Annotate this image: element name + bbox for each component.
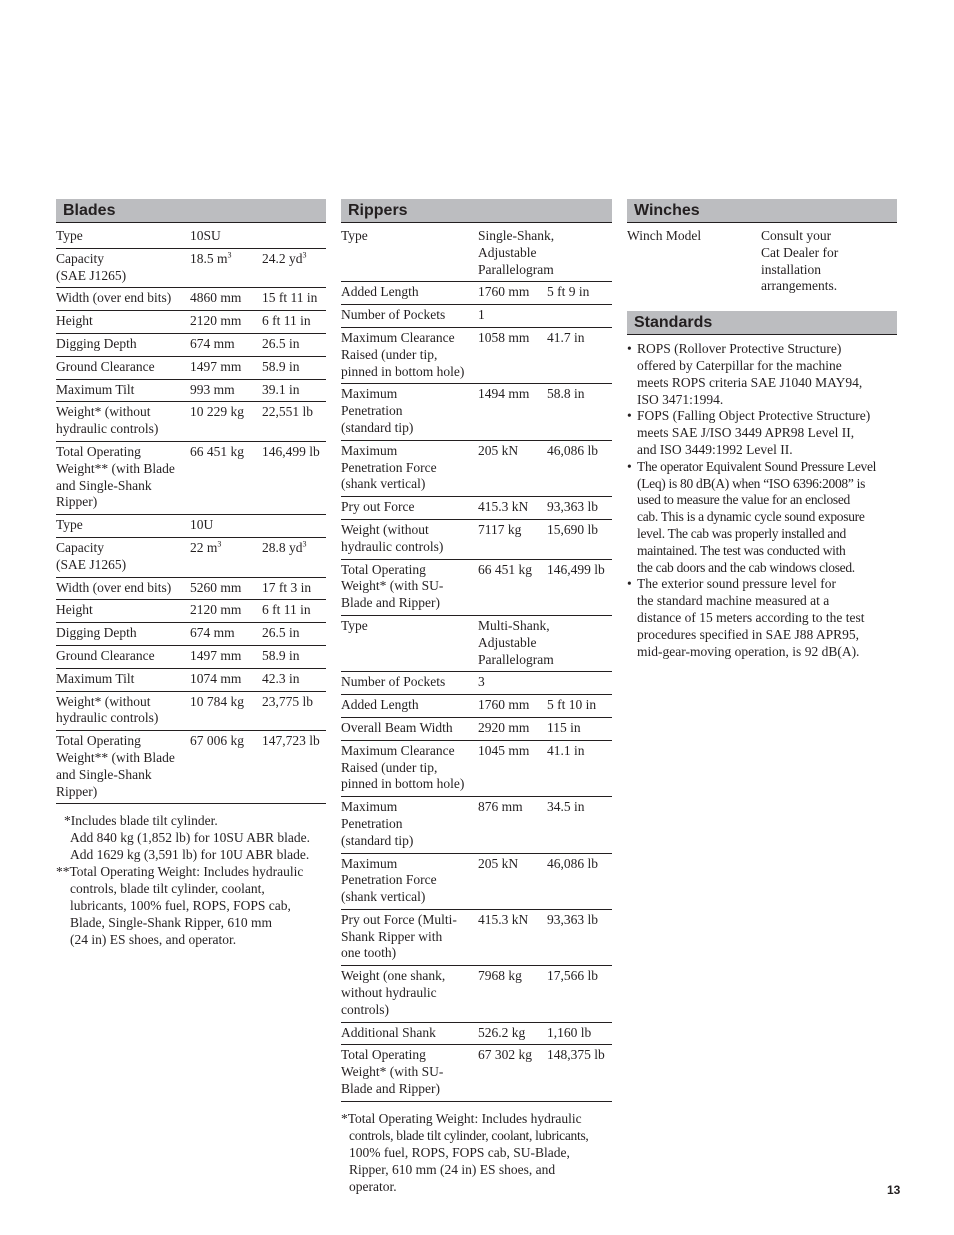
blades-row-metric xyxy=(190,668,262,691)
bullet-icon: • xyxy=(627,576,632,592)
winches-standards-column xyxy=(627,199,897,660)
rippers-imperial-value: 148,375 lb xyxy=(547,1047,605,1063)
rippers-row-metric xyxy=(478,497,547,520)
rippers-row-metric xyxy=(478,853,547,909)
winch-model-row xyxy=(627,226,897,298)
rippers-row-imperial xyxy=(547,909,612,965)
rippers-row-metric xyxy=(478,305,547,328)
blades-metric-value: 10 784 kg xyxy=(190,693,244,709)
blades-row-label: Width (over end bits) xyxy=(56,288,190,311)
winch-model-label: Winch Model xyxy=(627,228,702,243)
footnote-total-weight-line: controls, blade tilt cylinder, coolant, xyxy=(70,881,265,897)
rippers-row-metric xyxy=(478,226,612,282)
blades-metric-value: 5260 mm xyxy=(190,579,242,595)
rippers-row-metric xyxy=(478,519,547,559)
rippers-row-metric xyxy=(478,909,547,965)
rippers-row xyxy=(341,797,612,853)
blades-row-imperial xyxy=(262,623,326,646)
standards-item xyxy=(627,408,897,458)
rippers-table xyxy=(341,226,612,1102)
rippers-row xyxy=(341,695,612,718)
rippers-row-label: Maximum Penetration (standard tip) xyxy=(341,797,478,853)
rippers-row-metric xyxy=(478,797,547,853)
blades-metric-value: 67 006 kg xyxy=(190,733,244,749)
blades-row-label: Height xyxy=(56,600,190,623)
rippers-row-metric xyxy=(478,740,547,796)
blades-row-metric xyxy=(190,600,262,623)
rippers-imperial-value: 5 ft 10 in xyxy=(547,697,597,713)
blades-imperial-value: 6 ft 11 in xyxy=(262,602,311,618)
rippers-row-imperial xyxy=(547,305,612,328)
blades-imperial-value: 39.1 in xyxy=(262,381,300,397)
blades-imperial-value: 26.5 in xyxy=(262,625,300,641)
bullet-icon: • xyxy=(627,458,632,474)
rippers-row xyxy=(341,519,612,559)
rippers-metric-value: 7968 kg xyxy=(478,968,522,984)
blades-row-metric xyxy=(190,691,262,731)
rippers-row-metric xyxy=(478,1045,547,1101)
rippers-row-label: Number of Pockets xyxy=(341,305,478,328)
rippers-row-metric xyxy=(478,327,547,383)
footnote-total-weight: **Total Operating Weight: Includes hydraulic xyxy=(56,864,304,880)
blades-metric-value: 674 mm xyxy=(190,335,235,351)
rippers-row-label: Number of Pockets xyxy=(341,672,478,695)
rippers-row-label: Pry out Force (Multi- Shank Ripper with one tooth) xyxy=(341,909,478,965)
blades-metric-value: 674 mm xyxy=(190,625,235,641)
blades-row-metric xyxy=(190,379,262,402)
blades-row-imperial xyxy=(262,356,326,379)
rippers-row-metric xyxy=(478,695,547,718)
rippers-row-metric xyxy=(478,440,547,496)
blades-imperial-value: 146,499 lb xyxy=(262,443,320,459)
rippers-metric-value: 1760 mm xyxy=(478,697,530,713)
blades-row xyxy=(56,668,326,691)
rippers-metric-value: 66 451 kg xyxy=(478,561,532,577)
rippers-imperial-value: 46,086 lb xyxy=(547,442,599,458)
blades-row-label: Digging Depth xyxy=(56,623,190,646)
blades-footnotes xyxy=(56,812,326,948)
blades-row-imperial xyxy=(262,668,326,691)
rippers-row-label: Maximum Penetration (standard tip) xyxy=(341,384,478,440)
rippers-row-label: Total Operating Weight* (with SU- Blade and Ripper) xyxy=(341,559,478,615)
blades-metric-value: 1497 mm xyxy=(190,647,242,663)
standards-item-text: The operator Equivalent Sound Pressure Level (Leq) is 80 dB(A) when “ISO 6396:2008” is used to measure the value for an enclosed cab. This is a dynamic cycle sound exposure level. The cab was properly installed and maintained. The test was conducted with the cab doors and the cab windows closed. xyxy=(637,458,877,575)
blades-row xyxy=(56,515,326,538)
blades-metric-value: 993 mm xyxy=(190,381,235,397)
rippers-row xyxy=(341,615,612,671)
rippers-row-label: Type xyxy=(341,226,478,282)
rippers-row-metric xyxy=(478,717,547,740)
blades-row-metric xyxy=(190,645,262,668)
blades-row-imperial xyxy=(262,515,326,538)
blades-row-metric xyxy=(190,226,262,248)
blades-row-metric xyxy=(190,515,262,538)
blades-row xyxy=(56,356,326,379)
blades-row-label: Type xyxy=(56,226,190,248)
rippers-imperial-value: 41.7 in xyxy=(547,329,585,345)
blades-row xyxy=(56,645,326,668)
blades-row-metric xyxy=(190,402,262,442)
rippers-metric-value: 67 302 kg xyxy=(478,1047,532,1063)
rippers-row-metric xyxy=(478,672,547,695)
rippers-metric-value: 1045 mm xyxy=(478,742,530,758)
footnote-10su-abr: Add 840 kg (1,852 lb) for 10SU ABR blade. xyxy=(70,830,310,846)
footnote-ripper-total-weight: *Total Operating Weight: Includes hydraulic xyxy=(341,1110,582,1126)
rippers-row-label: Pry out Force xyxy=(341,497,478,520)
blades-imperial-value: 24.2 yd xyxy=(262,250,303,266)
blades-row xyxy=(56,379,326,402)
blades-row-label: Height xyxy=(56,311,190,334)
blades-row-imperial xyxy=(262,333,326,356)
rippers-footnotes xyxy=(341,1110,612,1195)
rippers-row-label: Weight (without hydraulic controls) xyxy=(341,519,478,559)
blades-row-label: Total Operating Weight** (with Blade and Single-Shank Ripper) xyxy=(56,441,190,514)
rippers-row-metric xyxy=(478,384,547,440)
standards-list xyxy=(627,341,897,660)
rippers-row-imperial xyxy=(547,1022,612,1045)
rippers-row xyxy=(341,1022,612,1045)
standards-item-text: The exterior sound pressure level for the standard machine measured at a distance of 15 meters according to the test procedures specified in SAE J88 APR95, mid-gear-moving operation, is 92 dB(A). xyxy=(637,576,865,659)
rippers-metric-value: 3 xyxy=(478,674,485,690)
rippers-row-imperial xyxy=(547,672,612,695)
rippers-row-label: Maximum Penetration Force (shank vertical) xyxy=(341,853,478,909)
standards-item-text: FOPS (Falling Object Protective Structure) meets SAE J/ISO 3449 APR98 Level II, and ISO 3449:1992 Level II. xyxy=(637,408,871,457)
rippers-imperial-value: 1,160 lb xyxy=(547,1024,592,1040)
blades-row-metric xyxy=(190,333,262,356)
blades-row-label: Maximum Tilt xyxy=(56,379,190,402)
blades-row-imperial xyxy=(262,600,326,623)
superscript: 3 xyxy=(302,539,307,549)
blades-row xyxy=(56,577,326,600)
rippers-row xyxy=(341,305,612,328)
rippers-row xyxy=(341,497,612,520)
blades-row-label: Digging Depth xyxy=(56,333,190,356)
rippers-row-imperial xyxy=(547,440,612,496)
blades-imperial-value: 22,551 lb xyxy=(262,404,314,420)
blades-row-imperial xyxy=(262,288,326,311)
rippers-metric-value: 526.2 kg xyxy=(478,1024,526,1040)
rippers-row-label: Total Operating Weight* (with SU- Blade and Ripper) xyxy=(341,1045,478,1101)
blades-row-imperial xyxy=(262,691,326,731)
rippers-metric-value: Single-Shank, Adjustable Parallelogram xyxy=(478,228,555,277)
footnote-total-weight-line: Blade, Single-Shank Ripper, 610 mm xyxy=(70,915,272,931)
bullet-icon: • xyxy=(627,408,632,424)
blades-table xyxy=(56,226,326,804)
rippers-row-metric xyxy=(478,966,547,1022)
blades-row-label: Ground Clearance xyxy=(56,356,190,379)
blades-imperial-value: 15 ft 11 in xyxy=(262,290,318,306)
standards-item xyxy=(627,459,897,577)
superscript: 3 xyxy=(302,250,307,260)
rippers-row-metric xyxy=(478,1022,547,1045)
rippers-row-imperial xyxy=(547,797,612,853)
blades-imperial-value: 23,775 lb xyxy=(262,693,314,709)
rippers-imperial-value: 115 in xyxy=(547,719,581,735)
rippers-metric-value: 1 xyxy=(478,307,485,323)
blades-imperial-value: 28.8 yd xyxy=(262,539,303,555)
rippers-row-metric xyxy=(478,615,612,671)
footnote-ripper-line: 100% fuel, ROPS, FOPS cab, SU-Blade, xyxy=(349,1144,570,1160)
blades-metric-value: 4860 mm xyxy=(190,290,242,306)
blades-heading: Blades xyxy=(56,199,326,223)
blades-row-metric xyxy=(190,537,262,577)
blades-metric-value: 10SU xyxy=(190,228,221,243)
rippers-row xyxy=(341,966,612,1022)
blades-imperial-value: 6 ft 11 in xyxy=(262,313,311,329)
winches-heading: Winches xyxy=(627,199,897,223)
rippers-row-imperial xyxy=(547,1045,612,1101)
rippers-row-imperial xyxy=(547,717,612,740)
rippers-imperial-value: 17,566 lb xyxy=(547,968,599,984)
blades-row xyxy=(56,691,326,731)
blades-metric-value: 10 229 kg xyxy=(190,404,244,420)
blades-row xyxy=(56,441,326,514)
rippers-imperial-value: 146,499 lb xyxy=(547,561,605,577)
rippers-row xyxy=(341,282,612,305)
blades-imperial-value: 58.9 in xyxy=(262,647,300,663)
rippers-metric-value: 205 kN xyxy=(478,855,519,871)
rippers-row xyxy=(341,853,612,909)
rippers-row-imperial xyxy=(547,519,612,559)
blades-row xyxy=(56,288,326,311)
rippers-row xyxy=(341,740,612,796)
blades-row xyxy=(56,311,326,334)
superscript: 3 xyxy=(217,539,222,549)
blades-row-imperial xyxy=(262,577,326,600)
rippers-metric-value: 7117 kg xyxy=(478,521,522,537)
rippers-row-imperial xyxy=(547,497,612,520)
blades-row-label: Width (over end bits) xyxy=(56,577,190,600)
rippers-row-label: Weight (one shank, without hydraulic controls) xyxy=(341,966,478,1022)
blades-metric-value: 18.5 m xyxy=(190,250,228,266)
rippers-row-label: Type xyxy=(341,615,478,671)
rippers-row-label: Additional Shank xyxy=(341,1022,478,1045)
rippers-metric-value: 1760 mm xyxy=(478,284,530,300)
rippers-imperial-value: 41.1 in xyxy=(547,742,585,758)
rippers-row-imperial xyxy=(547,695,612,718)
blades-row-metric xyxy=(190,731,262,804)
blades-imperial-value: 17 ft 3 in xyxy=(262,579,312,595)
rippers-row xyxy=(341,440,612,496)
blades-row-metric xyxy=(190,623,262,646)
blades-row xyxy=(56,402,326,442)
rippers-row xyxy=(341,384,612,440)
standards-item xyxy=(627,576,897,660)
rippers-imperial-value: 15,690 lb xyxy=(547,521,599,537)
superscript: 3 xyxy=(227,250,232,260)
rippers-row-label: Overall Beam Width xyxy=(341,717,478,740)
standards-heading: Standards xyxy=(627,311,897,335)
rippers-row-metric xyxy=(478,282,547,305)
blades-row-metric xyxy=(190,248,262,288)
footnote-ripper-line: Ripper, 610 mm (24 in) ES shoes, and xyxy=(349,1161,556,1177)
blades-row-label: Maximum Tilt xyxy=(56,668,190,691)
rippers-row-label: Maximum Clearance Raised (under tip, pinned in bottom hole) xyxy=(341,740,478,796)
blades-imperial-value: 58.9 in xyxy=(262,358,300,374)
rippers-row-metric xyxy=(478,559,547,615)
standards-item-text: ROPS (Rollover Protective Structure) offered by Caterpillar for the machine meets ROPS criteria SAE J1040 MAY94, ISO 3471:1994. xyxy=(637,341,863,407)
blades-row-label: Capacity (SAE J1265) xyxy=(56,537,190,577)
blades-metric-value: 1497 mm xyxy=(190,358,242,374)
bullet-icon: • xyxy=(627,341,632,357)
blades-row-metric xyxy=(190,311,262,334)
rippers-imperial-value: 58.8 in xyxy=(547,386,585,402)
blades-row xyxy=(56,248,326,288)
blades-metric-value: 1074 mm xyxy=(190,670,242,686)
blades-metric-value: 66 451 kg xyxy=(190,443,244,459)
blades-row-imperial xyxy=(262,731,326,804)
winch-model-value: Consult your Cat Dealer for installation arrangements. xyxy=(761,228,839,294)
blades-row xyxy=(56,226,326,248)
rippers-metric-value: 1058 mm xyxy=(478,329,530,345)
blades-row-label: Type xyxy=(56,515,190,538)
blades-imperial-value: 26.5 in xyxy=(262,335,300,351)
rippers-row-imperial xyxy=(547,384,612,440)
rippers-row xyxy=(341,672,612,695)
blades-metric-value: 2120 mm xyxy=(190,602,242,618)
rippers-row-label: Maximum Clearance Raised (under tip, pinned in bottom hole) xyxy=(341,327,478,383)
blades-row-label: Weight* (without hydraulic controls) xyxy=(56,402,190,442)
blades-metric-value: 2120 mm xyxy=(190,313,242,329)
rippers-row-label: Added Length xyxy=(341,282,478,305)
standards-item xyxy=(627,341,897,408)
rippers-imperial-value: 34.5 in xyxy=(547,799,585,815)
rippers-row xyxy=(341,226,612,282)
footnote-ripper-line: operator. xyxy=(349,1178,397,1194)
rippers-metric-value: 205 kN xyxy=(478,442,519,458)
blades-row xyxy=(56,623,326,646)
blades-metric-value: 10U xyxy=(190,517,214,533)
rippers-heading: Rippers xyxy=(341,199,612,223)
rippers-imperial-value: 93,363 lb xyxy=(547,499,599,515)
blades-row-label: Total Operating Weight** (with Blade and Single-Shank Ripper) xyxy=(56,731,190,804)
rippers-metric-value: 2920 mm xyxy=(478,719,530,735)
rippers-row-imperial xyxy=(547,282,612,305)
rippers-imperial-value: 5 ft 9 in xyxy=(547,284,590,300)
blades-metric-value: 22 m xyxy=(190,539,218,555)
blades-imperial-value: 42.3 in xyxy=(262,670,300,686)
rippers-row-label: Added Length xyxy=(341,695,478,718)
footnote-total-weight-line: (24 in) ES shoes, and operator. xyxy=(70,932,237,948)
blades-row-metric xyxy=(190,441,262,514)
blades-row-imperial xyxy=(262,311,326,334)
page-number: 13 xyxy=(887,1183,901,1197)
blades-row-label: Weight* (without hydraulic controls) xyxy=(56,691,190,731)
rippers-row-imperial xyxy=(547,327,612,383)
rippers-row-imperial xyxy=(547,559,612,615)
blades-row-imperial xyxy=(262,248,326,288)
footnote-total-weight-line: lubricants, 100% fuel, ROPS, FOPS cab, xyxy=(70,898,291,914)
blades-row-metric xyxy=(190,577,262,600)
footnote-ripper-line: controls, blade tilt cylinder, coolant, lubricants, xyxy=(349,1127,589,1143)
blades-row-label: Capacity (SAE J1265) xyxy=(56,248,190,288)
blades-row xyxy=(56,333,326,356)
blades-row-metric xyxy=(190,356,262,379)
blades-row-label: Ground Clearance xyxy=(56,645,190,668)
rippers-row xyxy=(341,327,612,383)
blades-row-imperial xyxy=(262,645,326,668)
footnote-blade-tilt: *Includes blade tilt cylinder. xyxy=(64,813,218,829)
blades-row-imperial xyxy=(262,402,326,442)
rippers-row xyxy=(341,1045,612,1101)
blades-row-imperial xyxy=(262,379,326,402)
blades-row-imperial xyxy=(262,441,326,514)
rippers-imperial-value: 46,086 lb xyxy=(547,855,599,871)
blades-section xyxy=(56,199,326,948)
blades-row xyxy=(56,537,326,577)
rippers-row-imperial xyxy=(547,740,612,796)
rippers-metric-value: Multi-Shank, Adjustable Parallelogram xyxy=(478,617,554,667)
blades-imperial-value: 147,723 lb xyxy=(262,733,320,749)
rippers-metric-value: 876 mm xyxy=(478,799,523,815)
blades-row xyxy=(56,600,326,623)
rippers-section xyxy=(341,199,612,1195)
rippers-metric-value: 415.3 kN xyxy=(478,911,529,927)
footnote-10u-abr: Add 1629 kg (3,591 lb) for 10U ABR blade. xyxy=(70,847,310,863)
blades-row-imperial xyxy=(262,226,326,248)
blades-row xyxy=(56,731,326,804)
blades-row-imperial xyxy=(262,537,326,577)
winches-table xyxy=(627,226,897,298)
rippers-row xyxy=(341,559,612,615)
blades-row-metric xyxy=(190,288,262,311)
rippers-metric-value: 415.3 kN xyxy=(478,499,529,515)
rippers-imperial-value: 93,363 lb xyxy=(547,911,599,927)
rippers-row xyxy=(341,909,612,965)
rippers-metric-value: 1494 mm xyxy=(478,386,530,402)
rippers-row-imperial xyxy=(547,966,612,1022)
rippers-row xyxy=(341,717,612,740)
rippers-row-imperial xyxy=(547,853,612,909)
rippers-row-label: Maximum Penetration Force (shank vertical) xyxy=(341,440,478,496)
